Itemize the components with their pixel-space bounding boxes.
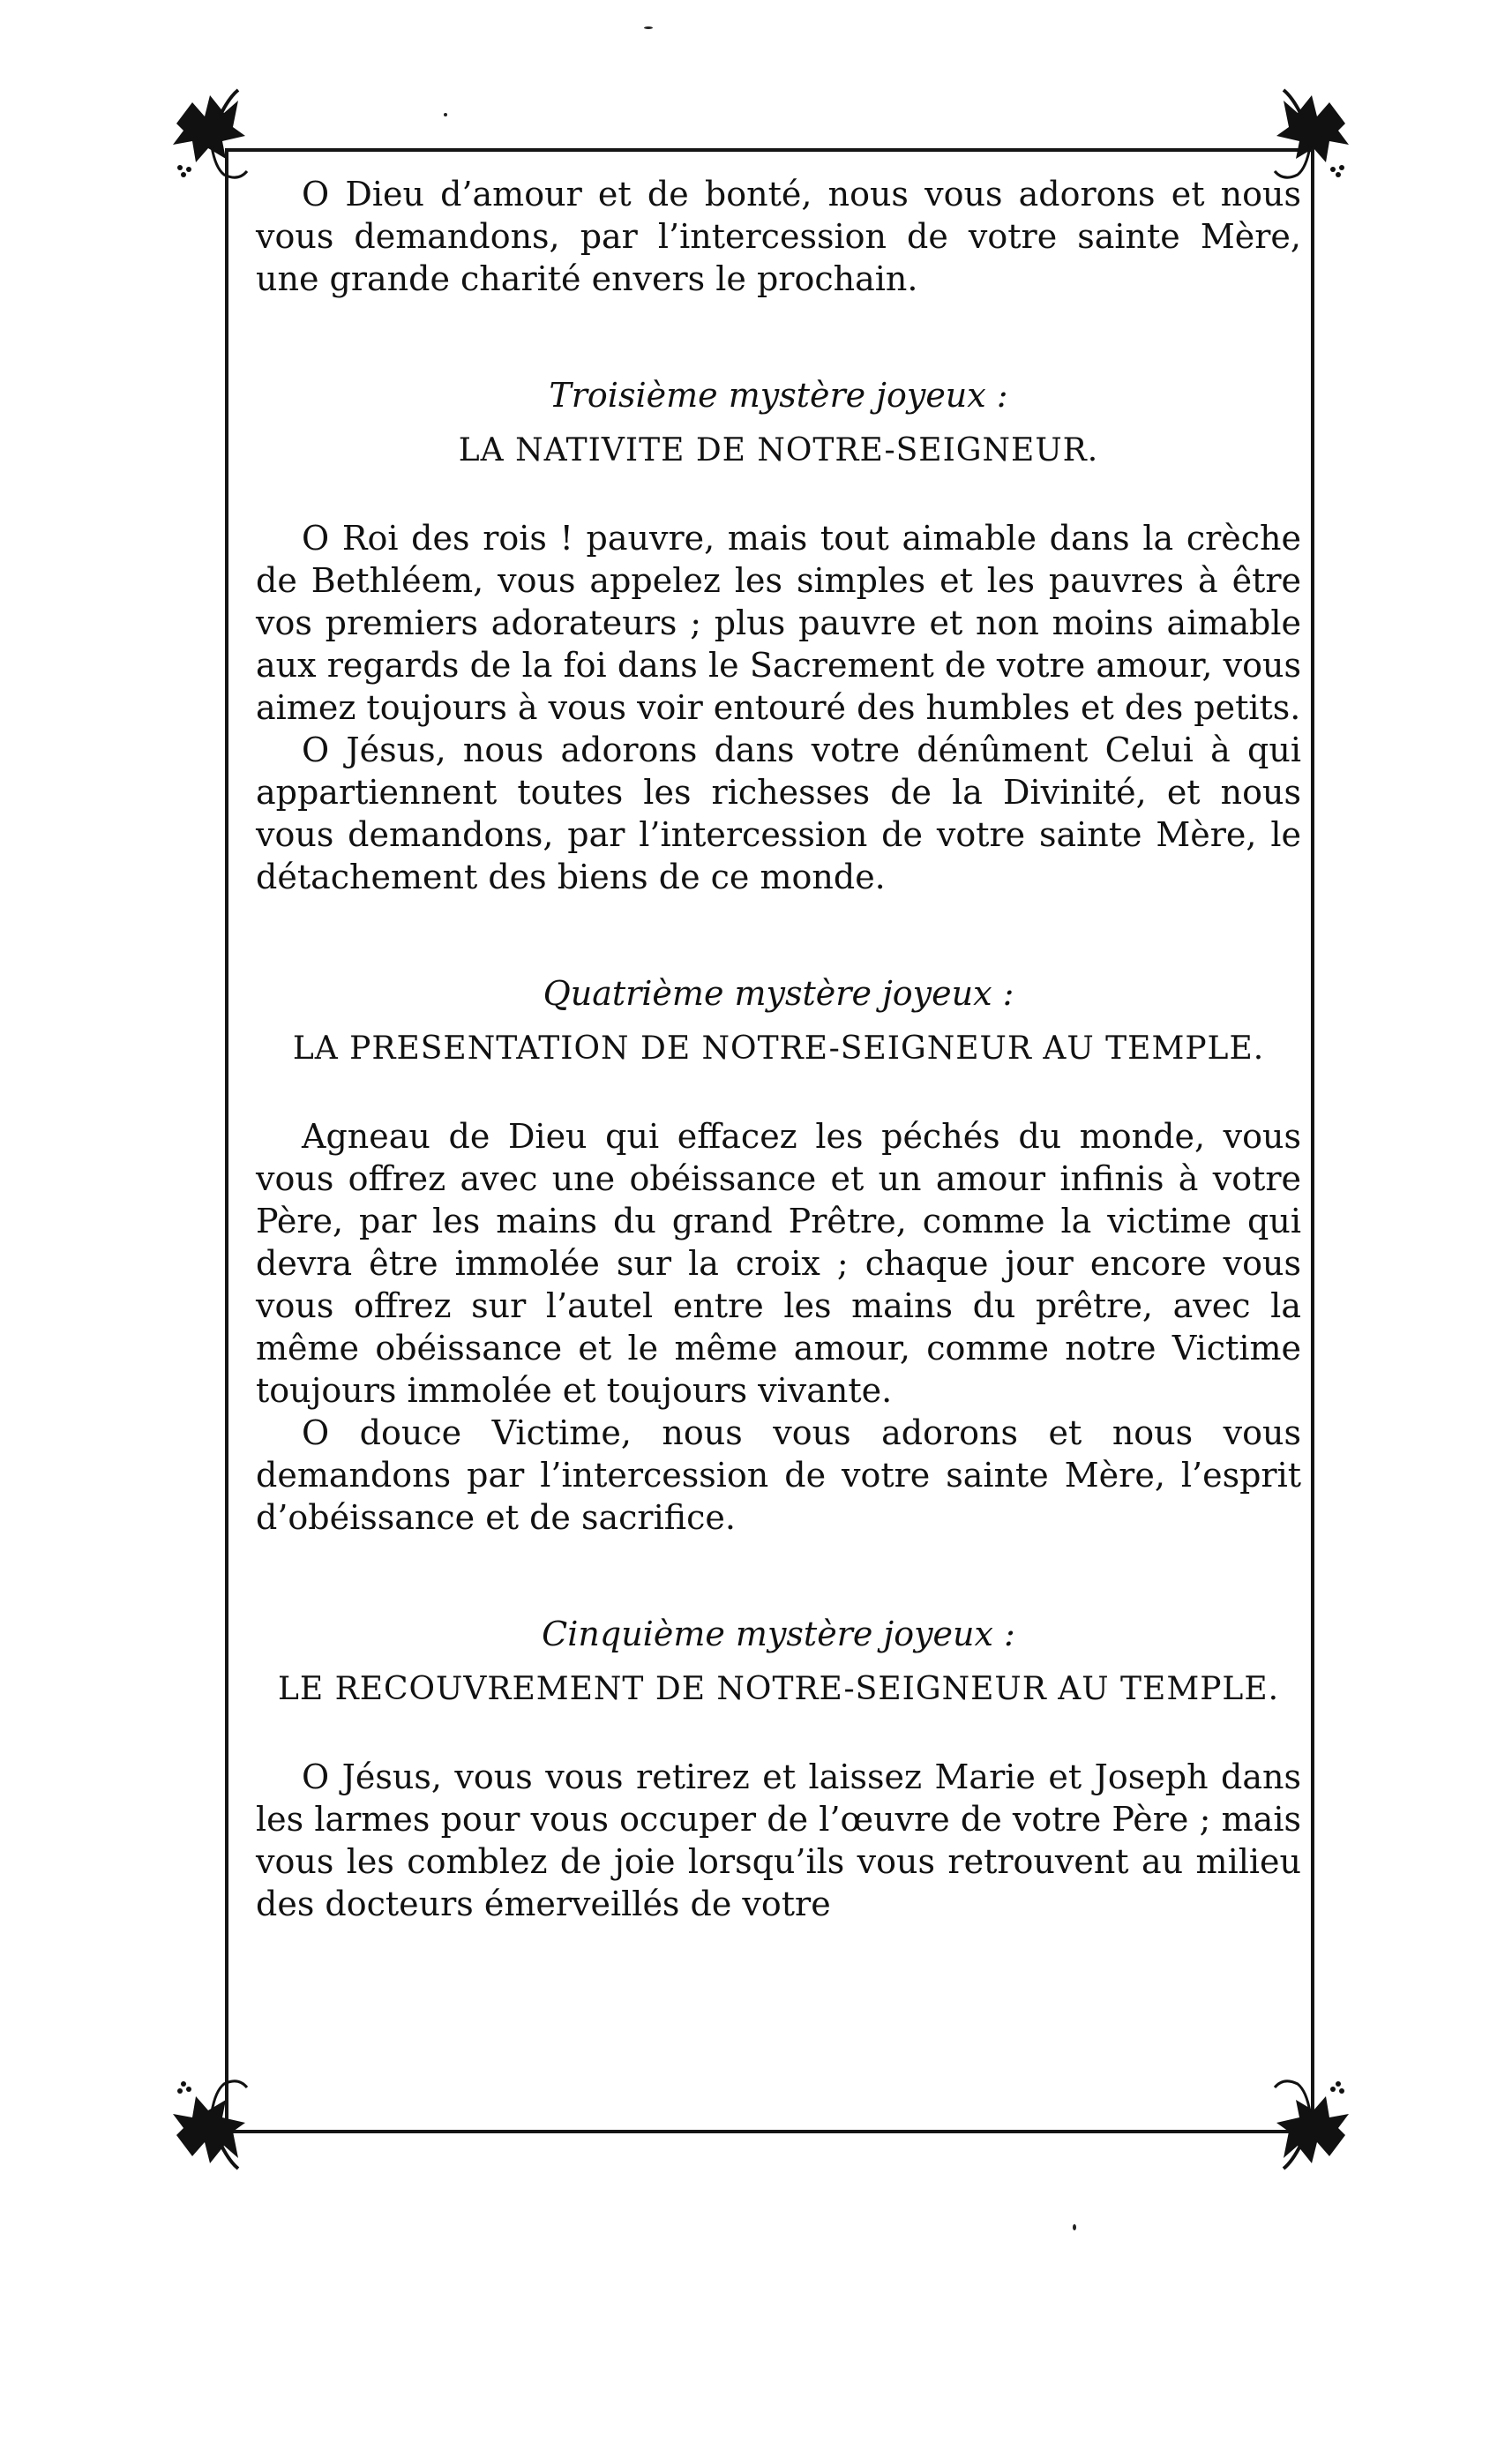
section-subtitle-third: LA NATIVITE DE NOTRE-SEIGNEUR. — [458, 432, 1099, 468]
frame-right-rule — [1311, 148, 1314, 2133]
section-fourth-paragraph-2: O douce Victime, nous vous adorons et nous vous demandons par l’intercession de votre sainte Mère, l’esprit d’obéissance et de sacrifice. — [256, 1413, 1301, 1537]
vine-leaf-ornament-icon — [1257, 79, 1363, 185]
frame-left-rule — [225, 148, 228, 2133]
section-title-fifth: Cinquième mystère joyeux : — [542, 1615, 1015, 1653]
frame-top-rule — [225, 148, 1314, 152]
vine-leaf-ornament-icon — [159, 2073, 265, 2179]
section-subtitle-fourth: LA PRESENTATION DE NOTRE-SEIGNEUR AU TEMPLE. — [292, 1030, 1265, 1067]
frame-bottom-rule — [225, 2130, 1314, 2133]
ink-speck — [644, 26, 653, 29]
vine-leaf-ornament-icon — [1257, 2073, 1363, 2179]
section-third-paragraph-2: O Jésus, nous adorons dans votre dénûment Celui à qui appartiennent toutes les richesses de la Divinité, et nous vous demandons, par l’intercession de votre sainte Mère, le détachement des biens de ce monde. — [256, 731, 1301, 896]
section-title-fourth: Quatrième mystère joyeux : — [543, 974, 1014, 1013]
page-body — [256, 173, 1301, 1925]
ink-speck — [444, 113, 447, 116]
vine-leaf-ornament-icon — [159, 79, 265, 185]
section-title-third: Troisième mystère joyeux : — [549, 376, 1008, 415]
ink-speck — [1073, 2224, 1076, 2230]
intro-paragraph: O Dieu d’amour et de bonté, nous vous adorons et nous vous demandons, par l’intercession de votre sainte Mère, une grande charité envers le prochain. — [256, 175, 1301, 298]
section-fourth-paragraph-1: Agneau de Dieu qui effacez les péchés du monde, vous vous offrez avec une obéissance et un amour infinis à votre Père, par les mains du grand Prêtre, comme la victime qui devra être immolée sur la croix ; chaque jour encore vous vous offrez sur l’autel entre les mains du prêtre, avec la même obéissance et le même amour, comme notre Victime toujours immolée et toujours vivante. — [256, 1117, 1301, 1410]
section-fifth-paragraph-1: O Jésus, vous vous retirez et laissez Marie et Joseph dans les larmes pour vous occuper de l’œuvre de votre Père ; mais vous les comblez de joie lorsqu’ils vous retrouvent au milieu des docteurs émerveillés de votre — [256, 1757, 1301, 1923]
section-subtitle-fifth: LE RECOUVREMENT DE NOTRE-SEIGNEUR AU TEMPLE. — [277, 1671, 1280, 1707]
section-third-paragraph-1: O Roi des rois ! pauvre, mais tout aimable dans la crèche de Bethléem, vous appelez les simples et les pauvres à être vos premiers adorateurs ; plus pauvre et non moins aimable aux regards de la foi dans le Sacrement de votre amour, vous aimez toujours à vous voir entouré des humbles et des petits. — [256, 519, 1301, 727]
